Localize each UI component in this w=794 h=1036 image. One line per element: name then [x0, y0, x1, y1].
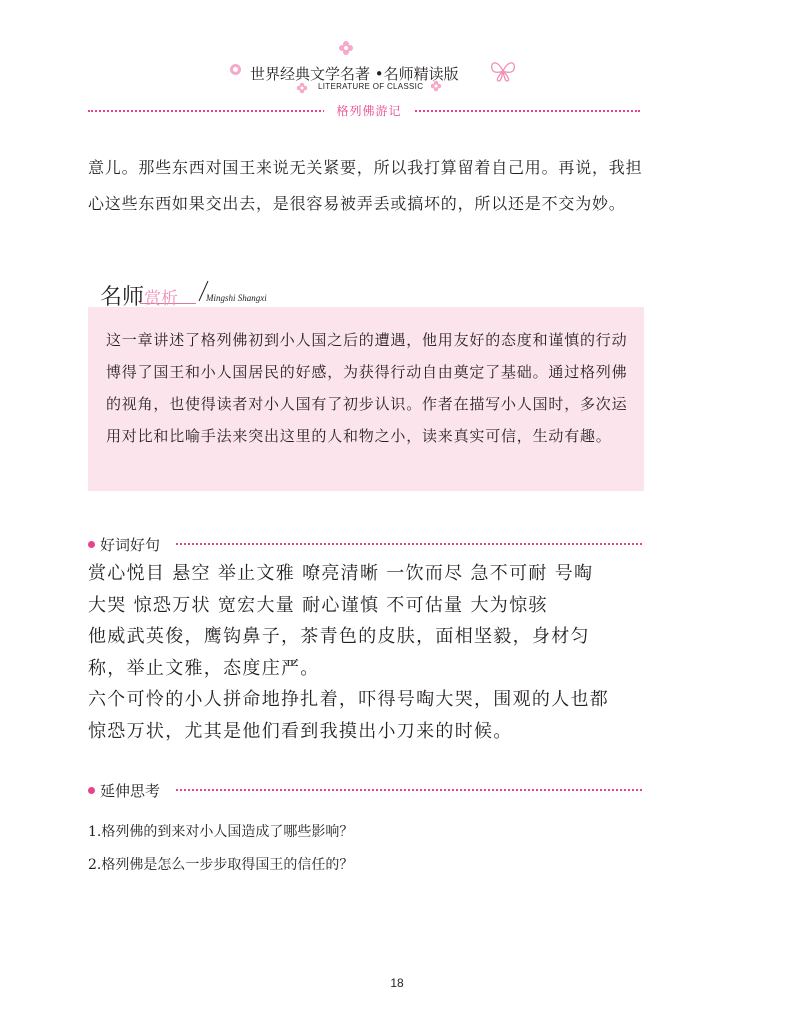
- analysis-title-char: 析: [161, 289, 179, 309]
- phrase-line: 六个可怜的小人拼命地挣扎着，吓得号啕大哭，围观的人也都: [88, 689, 610, 710]
- body-paragraph: 意儿。那些东西对国王来说无关紧要，所以我打算留着自己用。再说，我担心这些东西如果交出去，是很容易被弄丢或搞坏的，所以还是不交为妙。: [88, 158, 643, 213]
- phrases-heading-label: 好词好句: [100, 535, 161, 554]
- analysis-title-char: 师: [122, 285, 145, 310]
- book-title: 格列佛游记: [324, 102, 414, 120]
- phrases-divider: [176, 543, 642, 545]
- phrases-heading: [88, 534, 160, 554]
- question-item: 2.格列佛是怎么一步步取得国王的信任的？: [88, 857, 354, 873]
- phrases-body: [88, 558, 648, 747]
- page-number: 18: [390, 976, 404, 990]
- analysis-title-char: 名: [100, 285, 123, 310]
- phrase-line: 称，举止文雅，态度庄严。: [88, 657, 320, 679]
- phrase-line: 赏心悦目 悬空 举止文雅 嘹亮清晰 一饮而尽 急不可耐 号啕: [88, 563, 594, 584]
- bullet-dot-icon: [88, 787, 95, 794]
- butterfly-icon: [488, 56, 518, 86]
- flower-decoration-icon: [338, 40, 354, 56]
- analysis-title: [100, 280, 178, 314]
- phrase-line: 他威武英俊，鹰钩鼻子，茶青色的皮肤，面相坚毅，身材匀: [88, 626, 590, 647]
- analysis-text: 这一章讲述了格列佛初到小人国之后的遭遇，他用友好的态度和谨慎的行动博得了国王和小人国居民的好感，为获得行动自由奠定了基础。通过格列佛的视角，也使得读者对小人国有了初步认识。作者在描写小人国时，多次运用对比和比喻手法来突出这里的人和物之小，读来真实可信，生动有趣。: [106, 331, 628, 445]
- thinking-divider: [176, 789, 642, 791]
- analysis-title-char: 赏: [144, 289, 162, 309]
- thinking-heading-label: 延伸思考: [100, 781, 161, 800]
- phrase-line: 惊恐万状，尤其是他们看到我摸出小刀来的时候。: [88, 720, 513, 742]
- ring-decoration-icon: [230, 64, 241, 75]
- series-subtitle: LITERATURE OF CLASSIC: [318, 82, 424, 91]
- analysis-title-english: Mingshi Shangxi: [206, 293, 267, 303]
- thinking-heading: [88, 780, 160, 800]
- phrase-line: 大哭 惊恐万状 宽宏大量 耐心谨慎 不可估量 大为惊骇: [88, 594, 548, 616]
- series-title: 世界经典文学名著 •名师精读版: [250, 65, 459, 83]
- questions-list: [88, 816, 648, 882]
- question-item: 1.格列佛的到来对小人国造成了哪些影响？: [88, 824, 354, 840]
- bullet-dot-icon: [88, 541, 95, 548]
